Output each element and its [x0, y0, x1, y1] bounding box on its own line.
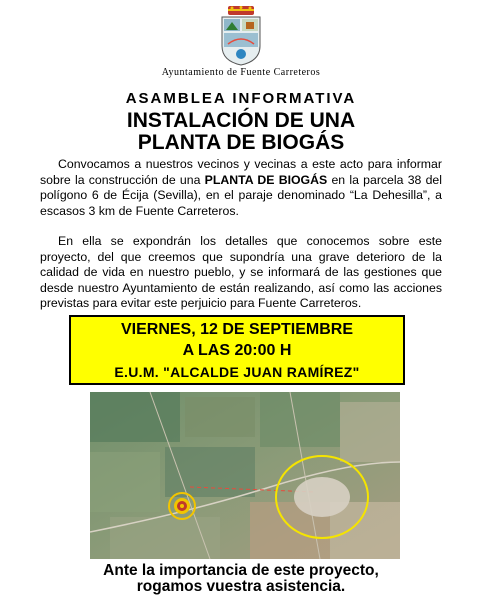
closing-line-2: rogamos vuestra asistencia. [136, 578, 346, 595]
closing-line-1: Ante la importancia de este proyecto, [103, 562, 379, 579]
intro-paragraph: Convocamos a nuestros vecinos y vecinas a este acto para informar sobre la construcción de una PLANTA DE BIOGÁS en la parcela 38 del polígono 6 de Écija (Sevilla), en el paraje denominado “La Dehesilla”, a escasos 3 km de Fuente Carreteros. [40, 157, 442, 218]
title-line-2: PLANTA DE BIOGÁS [137, 131, 345, 154]
assembly-kicker: ASAMBLEA INFORMATIVA [125, 90, 357, 107]
event-box [69, 315, 405, 385]
coat-of-arms-icon [218, 6, 264, 66]
biogas-highlight: PLANTA DE BIOGÁS [204, 172, 328, 187]
event-date: VIERNES, 12 DE SEPTIEMBRE [120, 321, 354, 338]
closing-message [0, 563, 482, 595]
details-paragraph: En ella se expondrán los detalles que conocemos sobre este proyecto, del que creemos que supondría una grave deterioro de la calidad de vida en nuestro pueblo, y se informará de las gestiones que desde nuestro Ayuntamiento de están realizando, así como las acciones previstas para evitar este perjuicio para Fuente Carreteros. [40, 234, 442, 310]
satellite-map [90, 392, 400, 559]
title-line-1: INSTALACIÓN DE UNA [126, 109, 356, 132]
council-name: Ayuntamiento de Fuente Carreteros [161, 67, 321, 78]
event-time: A LAS 20:00 H [182, 342, 292, 359]
page-title [0, 110, 482, 154]
event-venue: E.U.M. "ALCALDE JUAN RAMÍREZ" [114, 364, 360, 380]
